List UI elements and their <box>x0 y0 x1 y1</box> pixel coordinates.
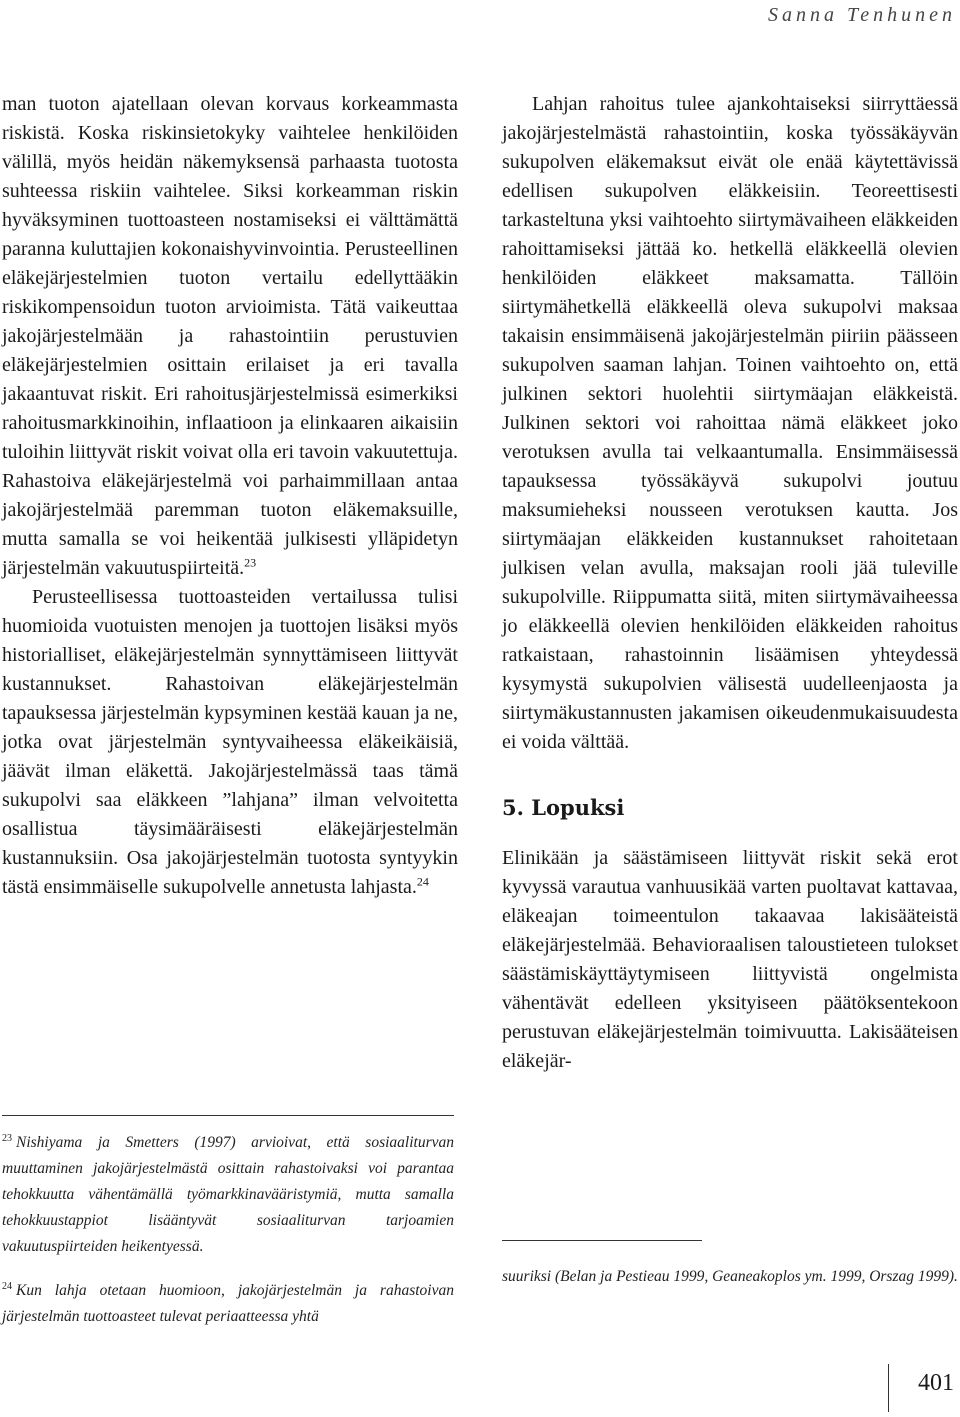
section-heading: 5. Lopuksi <box>502 795 625 820</box>
left-column <box>2 90 458 902</box>
footnote-ref: 23 <box>244 555 257 570</box>
footnotes <box>2 1126 454 1344</box>
footnote-number: 24 <box>2 1281 12 1293</box>
footnote-continuation: suuriksi (Belan ja Pestieau 1999, Geaneakoplos ym. 1999, Orszag 1999). <box>502 1268 958 1285</box>
right-column <box>502 90 958 1076</box>
running-header-author: Sanna Tenhunen <box>767 4 956 26</box>
paragraph-text: man tuoton ajatellaan olevan korvaus korkeammasta riskistä. Koska riskinsietokyky vaihtelee henkilöiden välillä, myös heidän näkemyksensä parhaasta tuotosta suhteessa riskiin vaihtelee. Siksi korkeamman riskin hyväksyminen tuottoasteen nostamiseksi ei välttämättä paranna kuluttajien kokonaishyvinvointia. Perusteellinen eläkejärjestelmien tuoton vertailu edellyttääkin riskikompensoidun tuoton arvioimista. Tätä vaikeuttaa jakojärjestelmään ja rahastointiin perustuvien eläkejärjestelmien osittain erilaiset ja eri tavalla jakaantuvat riskit. Eri rahoitusjärjestelmissä esimerkiksi rahoitusmarkkinoihin, inflaatioon ja elinkaaren aikaisiin tuloihin liittyvät riskit voivat olla eri tavoin vakuutettuja. Rahastoiva eläkejärjestelmä voi parhaimmillaan antaa jakojärjestelmää paremman tuoton eläkemaksuille, mutta samalla se voi heikentää julkisesti ylläpidetyn järjestelmän vakuutuspiirteitä. <box>2 93 458 579</box>
body-paragraph: Elinikään ja säästämiseen liittyvät riskit sekä erot kyvyssä varautua vanhuusikää varten puoltavat kattavaa, eläkeajan toimeentulon takaavaa lakisääteistä eläkejärjestelmää. Behavioraalisen taloustieteen tulokset säästämiskäyttäytymiseen liittyvistä ongelmista vähentävät edelleen yksityiseen päätöksentekoon perustuvan eläkejärjestelmän toimivuutta. Lakisääteisen eläkejär- <box>502 847 958 1072</box>
body-paragraph <box>2 583 458 902</box>
footnote-number: 23 <box>2 1133 12 1144</box>
footnote-text: Kun lahja otetaan huomioon, jakojärjestelmän ja rahastoivan järjestelmän tuottoasteet tulevat periaatteessa yhtä <box>2 1282 454 1326</box>
body-paragraph <box>2 90 458 583</box>
footnote <box>2 1126 454 1260</box>
footnote-rule <box>2 1115 454 1116</box>
page-number: 401 <box>918 1370 954 1396</box>
footnote-ref: 24 <box>416 874 429 889</box>
footnote-rule <box>502 1240 702 1241</box>
paragraph-text: Perusteellisessa tuottoasteiden vertailussa tulisi huomioida vuotuisten menojen ja tuottojen lisäksi myös historialliset, eläkejärjestelmän synnyttämiseen liittyvät kustannukset. Rahastoivan eläkejärjestelmän tapauksessa järjestelmän kypsyminen kestää kauan ja ne, jotka ovat järjestelmän syntyvaiheessa eläkeikäisiä, jäävät ilman eläkettä. Jakojärjestelmässä taas tämä sukupolvi saa eläkkeen ”lahjana” ilman velvoitetta osallistua täysimääräisesti eläkejärjestelmän kustannuksiin. Osa jakojärjestelmän tuotosta syntyykin tästä ensimmäiselle sukupolvelle annetusta lahjasta. <box>2 586 458 898</box>
body-paragraph: Lahjan rahoitus tulee ajankohtaiseksi siirryttäessä jakojärjestelmästä rahastointiin, koska työssäkäyvän sukupolven eläkemaksut eivät ole enää käytettävissä edellisen sukupolven eläkkeisiin. Teoreettisesti tarkasteltuna yksi vaihtoehto siirtymävaiheen eläkkeiden rahoittamiseksi jättää ko. hetkellä eläkkeellä olevien henkilöiden eläkkeet maksamatta. Tällöin siirtymähetkellä eläkkeellä oleva sukupolvi maksaa takaisin ensimmäisenä jakojärjestelmän piiriin päässeen sukupolven saaman lahjan. Toinen vaihtoehto on, että julkinen sektori huolehtii siirtymäajan eläkkeistä. Julkinen sektori voi rahoittaa nämä eläkkeet joko verotuksen avulla tai velkaantumalla. Ensimmäisessä tapauksessa työssäkäyvä sukupolvi joutuu maksumieheksi nousseen verotuksen kautta. Jos siirtymäajan eläkkeiden kustannukset rahoitetaan julkisen velan avulla, maksajan rooli jää tuleville sukupolville. Riippumatta siitä, miten siirtymävaiheessa jo eläkkeellä olevien henkilöiden eläkkeiden rahoitus ratkaistaan, rahastoinnin lisäämisen yhteydessä kysymystä sukupolvien välisestä uudelleenjaosta ja siirtymäkustannusten jakamisen oikeudenmukaisuudesta ei voida välttää. <box>502 93 958 753</box>
footnote-text: Nishiyama ja Smetters (1997) arvioivat, että sosiaaliturvan muuttaminen jakojärjestelmästä osittain rahastoivaksi voi parantaa tehokkuutta vähentämällä työmarkkinavääristymiä, mutta samalla tehokkuustappiot lisääntyvät sosiaaliturvan tarjoamien vakuutuspiirteiden heikentyessä. <box>2 1134 454 1256</box>
footnote <box>2 1274 454 1330</box>
page-number-divider <box>888 1364 889 1412</box>
